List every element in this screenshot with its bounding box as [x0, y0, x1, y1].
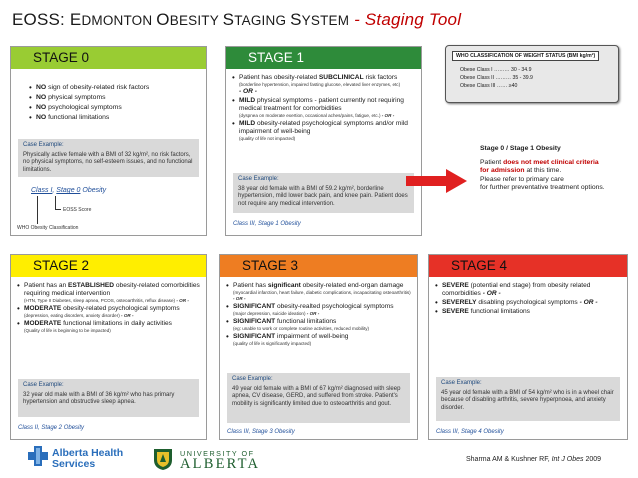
criteria-item: • Patient has obesity-related SUBCLINICAL risk factors (borderline hypertension, impaired fasting glucose, elevated liver enzymes, etc) - OR -	[232, 74, 415, 96]
case-example	[18, 379, 199, 417]
criteria-item: • MILD obesity-related psychological symptoms and/or mild impairment of well-being (quality of life not impacted)	[232, 120, 415, 142]
university-seal-icon	[153, 448, 173, 471]
page-title	[12, 10, 461, 30]
stage-3-criteria	[220, 277, 417, 347]
stage-1-criteria	[226, 69, 421, 142]
case-example-label: Case Example:	[232, 376, 273, 382]
alberta-health-services-logo	[52, 448, 123, 470]
criteria-item: • SIGNIFICANT obesity-realted psychological symptoms (major depression, suicide ideation) - OR -	[226, 303, 411, 317]
eoss-code-example	[31, 187, 106, 194]
note-line: Please refer to primary care	[480, 175, 564, 183]
citation	[466, 456, 601, 463]
title-part: BESITY	[169, 13, 223, 28]
who-class-row: Obese Class II ……… 35 - 39.9	[460, 75, 533, 81]
case-example-text: 45 year old female with a BMI of 54 kg/m² who is in a wheel chair because of disabling arthritis, severe hyperpnoea, and anxiety disorder.	[441, 389, 614, 411]
criteria-item: • SEVERE functional limitations	[435, 308, 621, 316]
code-stage: Stage 0	[56, 187, 81, 194]
case-example-text: 49 year old female with a BMI of 67 kg/m² diagnosed with sleep apnea, CV disease, GERD, and suffered from stroke. Patient's mobility is significantly limited due to osteoarthritis and gout.	[232, 385, 401, 407]
code-rest: Obesity	[80, 187, 107, 194]
case-example-label: Case Example:	[23, 142, 64, 148]
criteria-item: • MODERATE functional limitations in daily activities (Quality of life is beginning to be impacted)	[17, 320, 200, 334]
who-class-row: Obese Class I ……… 30 - 34.9	[460, 67, 532, 73]
stage-2-header: STAGE 2	[11, 255, 206, 277]
obesity-class-label: Class II, Stage 2 Obesity	[18, 425, 85, 431]
citation-authors: Sharma AM & Kushner RF,	[466, 456, 552, 463]
obesity-class-label: Class III, Stage 3 Obesity	[227, 429, 295, 435]
case-example-text: 32 year old male with a BMI of 36 kg/m² who has primary hypertension and obstructive sleep apnea.	[23, 391, 175, 406]
title-part: S	[290, 10, 302, 29]
title-part: TAGING	[234, 13, 291, 28]
ahs-line: Alberta Health	[52, 447, 124, 459]
stage-0-box	[10, 46, 207, 236]
note-line: Patient does not meet clinical criteria	[480, 158, 599, 166]
note-title: Stage 0 / Stage 1 Obesity	[480, 145, 561, 152]
stage-0-header: STAGE 0	[11, 47, 206, 69]
criteria-item: • SIGNIFICANT functional limitations (eg: unable to work or complete routine activities, reduced mobility)	[226, 318, 411, 332]
code-class: Class I	[31, 187, 53, 194]
code-sep: ,	[52, 187, 57, 194]
title-tool: Staging Tool	[364, 10, 462, 29]
who-class-label: WHO Obesity Classification	[17, 225, 79, 231]
citation-year: 2009	[583, 456, 602, 463]
who-classification-title: WHO CLASSIFICATION OF WEIGHT STATUS (BMI kg/m²)	[452, 51, 599, 61]
criteria-item: • Patient has an ESTABLISHED obesity-related comorbidities requiring medical intervention (HTN, Type II Diabetes, sleep apnea, PCOS, osteoarthritis, reflux disease) - OR -	[17, 282, 200, 304]
criteria-item: • NO psychological symptoms	[29, 103, 200, 112]
stage-2-criteria	[11, 277, 206, 334]
title-part: EOSS: E	[12, 10, 82, 29]
criteria-item: • SEVERE (potential end stage) from obesity related comorbidities - OR -	[435, 282, 621, 298]
criteria-item: • Patient has significant obesity-related end-organ damage (myocardial infarction, heart failure, diabetic complications, incapacitating osteoarthritis) - OR -	[226, 282, 411, 302]
case-example-label: Case Example:	[238, 176, 279, 182]
who-class-row: Obese Class III …… ≥40	[460, 83, 518, 89]
criteria-item: • SEVERELY disabling psychological symptoms - OR -	[435, 299, 621, 307]
case-example	[436, 377, 620, 421]
note-line: for admission at this time.	[480, 167, 562, 175]
who-class-connector	[37, 196, 38, 224]
university-of-label: UNIVERSITY OF	[180, 449, 255, 458]
stage-2-box	[10, 254, 207, 440]
title-part: YSTEM	[301, 13, 350, 28]
ahs-line: Services	[52, 458, 96, 470]
stage-0-criteria	[11, 69, 206, 122]
obesity-class-label: Class III, Stage 1 Obesity	[233, 221, 301, 227]
case-example	[227, 373, 410, 423]
stage-4-box	[428, 254, 628, 440]
stage-3-box	[219, 254, 418, 440]
case-example	[18, 139, 199, 177]
note-line: for further preventative treatment options.	[480, 184, 605, 192]
title-dash: -	[349, 10, 365, 29]
stage-4-criteria	[429, 277, 627, 316]
title-part: S	[222, 10, 235, 29]
stage-3-header: STAGE 3	[220, 255, 417, 277]
title-part: DMONTON	[81, 13, 157, 28]
citation-journal: Int J Obes	[551, 456, 584, 463]
criteria-item: • NO sign of obesity-related risk factors	[29, 83, 200, 92]
criteria-item: • NO physical symptoms	[29, 93, 200, 102]
case-example-label: Case Example:	[441, 380, 482, 386]
stage-1-header: STAGE 1	[226, 47, 421, 69]
obesity-class-label: Class III, Stage 4 Obesity	[436, 429, 504, 435]
eoss-score-label: EOSS Score	[63, 207, 92, 213]
stage-4-header: STAGE 4	[429, 255, 627, 277]
criteria-item: • NO functional limitations	[29, 113, 200, 122]
case-example-text: 38 year old female with a BMI of 59.2 kg/m², borderline hypertension, mild lower back pain, and knee pain. Patient does not require any medical intervention.	[238, 185, 408, 207]
stage-0-1-note	[480, 145, 605, 193]
criteria-item: • SIGNIFICANT impairment of well-being (quality of life is significantly impacted)	[226, 333, 411, 347]
criteria-item: • MILD physical symptoms - patient currently not requiring medical treatment for comorbidities (dyspnea on moderate exertion, occasional aches/pains, fatigue, etc.) - OR -	[232, 97, 415, 119]
case-example-label: Case Example:	[23, 382, 64, 388]
stage-1-box	[225, 46, 422, 236]
case-example-text: Physically active female with a BMI of 32 kg/m², no risk factors, no physical symptoms, no self-esteem issues, and no functional limitations.	[23, 151, 193, 173]
eoss-score-connector	[55, 196, 61, 210]
alberta-health-cross-icon	[28, 446, 48, 466]
case-example	[233, 173, 414, 213]
university-name-label: ALBERTA	[180, 456, 261, 472]
title-part: O	[156, 10, 170, 29]
who-classification-box	[445, 45, 619, 103]
right-arrow-icon	[406, 168, 468, 194]
criteria-item: • MODERATE obesity-related psychological symptoms (depression, eating disorders, anxiety disorder) - OR -	[17, 305, 200, 319]
